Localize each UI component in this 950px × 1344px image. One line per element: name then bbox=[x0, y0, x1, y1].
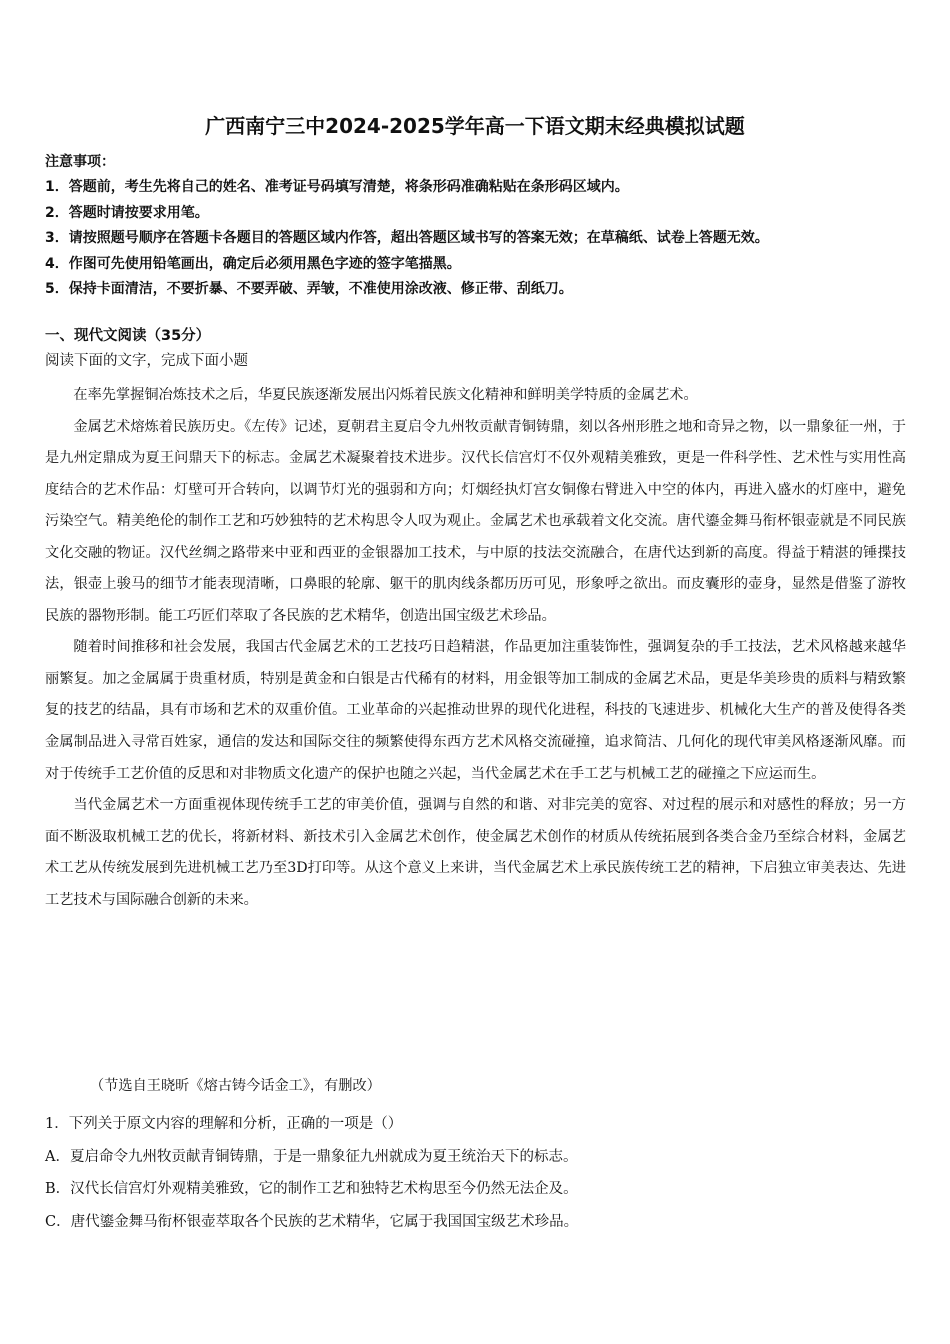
notice-block bbox=[45, 150, 915, 302]
reading-passage bbox=[45, 380, 906, 916]
question-block bbox=[45, 1108, 915, 1238]
section-intro: 阅读下面的文字，完成下面小题 bbox=[45, 353, 248, 369]
passage-source: （节选自王晓昕《熔古铸今话金工》，有删改） bbox=[90, 1078, 381, 1094]
page-title: 广西南宁三中2024-2025学年高一下语文期末经典模拟试题 bbox=[205, 114, 745, 138]
passage-paragraph: 金属艺术熔炼着民族历史。《左传》记述，夏朝君主夏启令九州牧贡献青铜铸鼎，刻以各州形胜之地和奇异之物，以一鼎象征一州，于是九州定鼎成为夏王问鼎天下的标志。金属艺术凝聚着技术进步。汉代长信宫灯不仅外观精美雅致，更是一件科学性、艺术性与实用性高度结合的艺术作品：灯壁可开合转向，以调节灯光的强弱和方向；灯烟经执灯宫女铜像右臂进入中空的体内，再进入盛水的灯座中，避免污染空气。精美绝伦的制作工艺和巧妙独特的艺术构思令人叹为观止。金属艺术也承载着文化交流。唐代鎏金舞马衔杯银壶就是不同民族文化交融的物证。汉代丝绸之路带来中亚和西亚的金银器加工技术，与中原的技法交流融合，在唐代达到新的高度。得益于精湛的锤揲技法，银壶上骏马的细节才能表现清晰，口鼻眼的轮廓、躯干的肌肉线条都历历可见，形象呼之欲出。而皮囊形的壶身，显然是借鉴了游牧民族的器物形制。能工巧匠们萃取了各民族的艺术精华，创造出国宝级艺术珍品。 bbox=[45, 418, 906, 624]
passage-paragraph: 随着时间推移和社会发展，我国古代金属艺术的工艺技巧日趋精湛，作品更加注重装饰性，强调复杂的手工技法，艺术风格越来越华丽繁复。加之金属属于贵重材质，特别是黄金和白银是古代稀有的材料，用金银等加工制成的金属艺术品，更是华美珍贵的质料与精致繁复的技艺的结晶，具有市场和艺术的双重价值。工业革命的兴起推动世界的现代化进程，科技的飞速进步、机械化大生产的普及使得各类金属制品进入寻常百姓家，通信的发达和国际交往的频繁使得东西方艺术风格交流碰撞，追求简洁、几何化的现代审美风格逐渐风靡。而对于传统手工艺价值的反思和对非物质文化遗产的保护也随之兴起，当代金属艺术在手工艺与机械工艺的碰撞之下应运而生。 bbox=[45, 639, 906, 782]
notice-item: 1．答题前，考生先将自己的姓名、准考证号码填写清楚，将条形码准确粘贴在条形码区域内。 bbox=[45, 179, 629, 196]
section-heading: 一、现代文阅读（35分） bbox=[45, 328, 211, 344]
passage-paragraph: 在率先掌握铜冶炼技术之后，华夏民族逐渐发展出闪烁着民族文化精神和鲜明美学特质的金属艺术。 bbox=[73, 387, 698, 403]
notice-item: 5．保持卡面清洁，不要折暴、不要弄破、弄皱，不准使用涂改液、修正带、刮纸刀。 bbox=[45, 281, 573, 298]
passage-paragraph: 当代金属艺术一方面重视体现传统手工艺的审美价值，强调与自然的和谐、对非完美的宽容、对过程的展示和对感性的释放；另一方面不断汲取机械工艺的优长，将新材料、新技术引入金属艺术创作，使金属艺术创作的材质从传统拓展到各类合金乃至综合材料，金属艺术工艺从传统发展到先进机械工艺乃至3D打印等。从这个意义上来讲，当代金属艺术上承民族传统工艺的精神，下启独立审美表达、先进工艺技术与国际融合创新的未来。 bbox=[45, 797, 906, 908]
notice-heading: 注意事项： bbox=[45, 154, 115, 170]
question-option-b: B．汉代长信宫灯外观精美雅致，它的制作工艺和独特艺术构思至今仍然无法企及。 bbox=[45, 1181, 578, 1197]
notice-item: 4．作图可先使用铅笔画出，确定后必须用黑色字迹的签字笔描黑。 bbox=[45, 255, 461, 272]
question-stem: 1．下列关于原文内容的理解和分析，正确的一项是（） bbox=[45, 1116, 403, 1132]
notice-item: 3．请按照题号顺序在答题卡各题目的答题区域内作答，超出答题区域书写的答案无效；在草稿纸、试卷上答题无效。 bbox=[45, 230, 769, 247]
notice-item: 2．答题时请按要求用笔。 bbox=[45, 204, 209, 221]
question-option-a: A．夏启命令九州牧贡献青铜铸鼎，于是一鼎象征九州就成为夏王统治天下的标志。 bbox=[45, 1148, 578, 1165]
question-option-c: C．唐代鎏金舞马衔杯银壶萃取各个民族的艺术精华，它属于我国国宝级艺术珍品。 bbox=[45, 1213, 579, 1230]
